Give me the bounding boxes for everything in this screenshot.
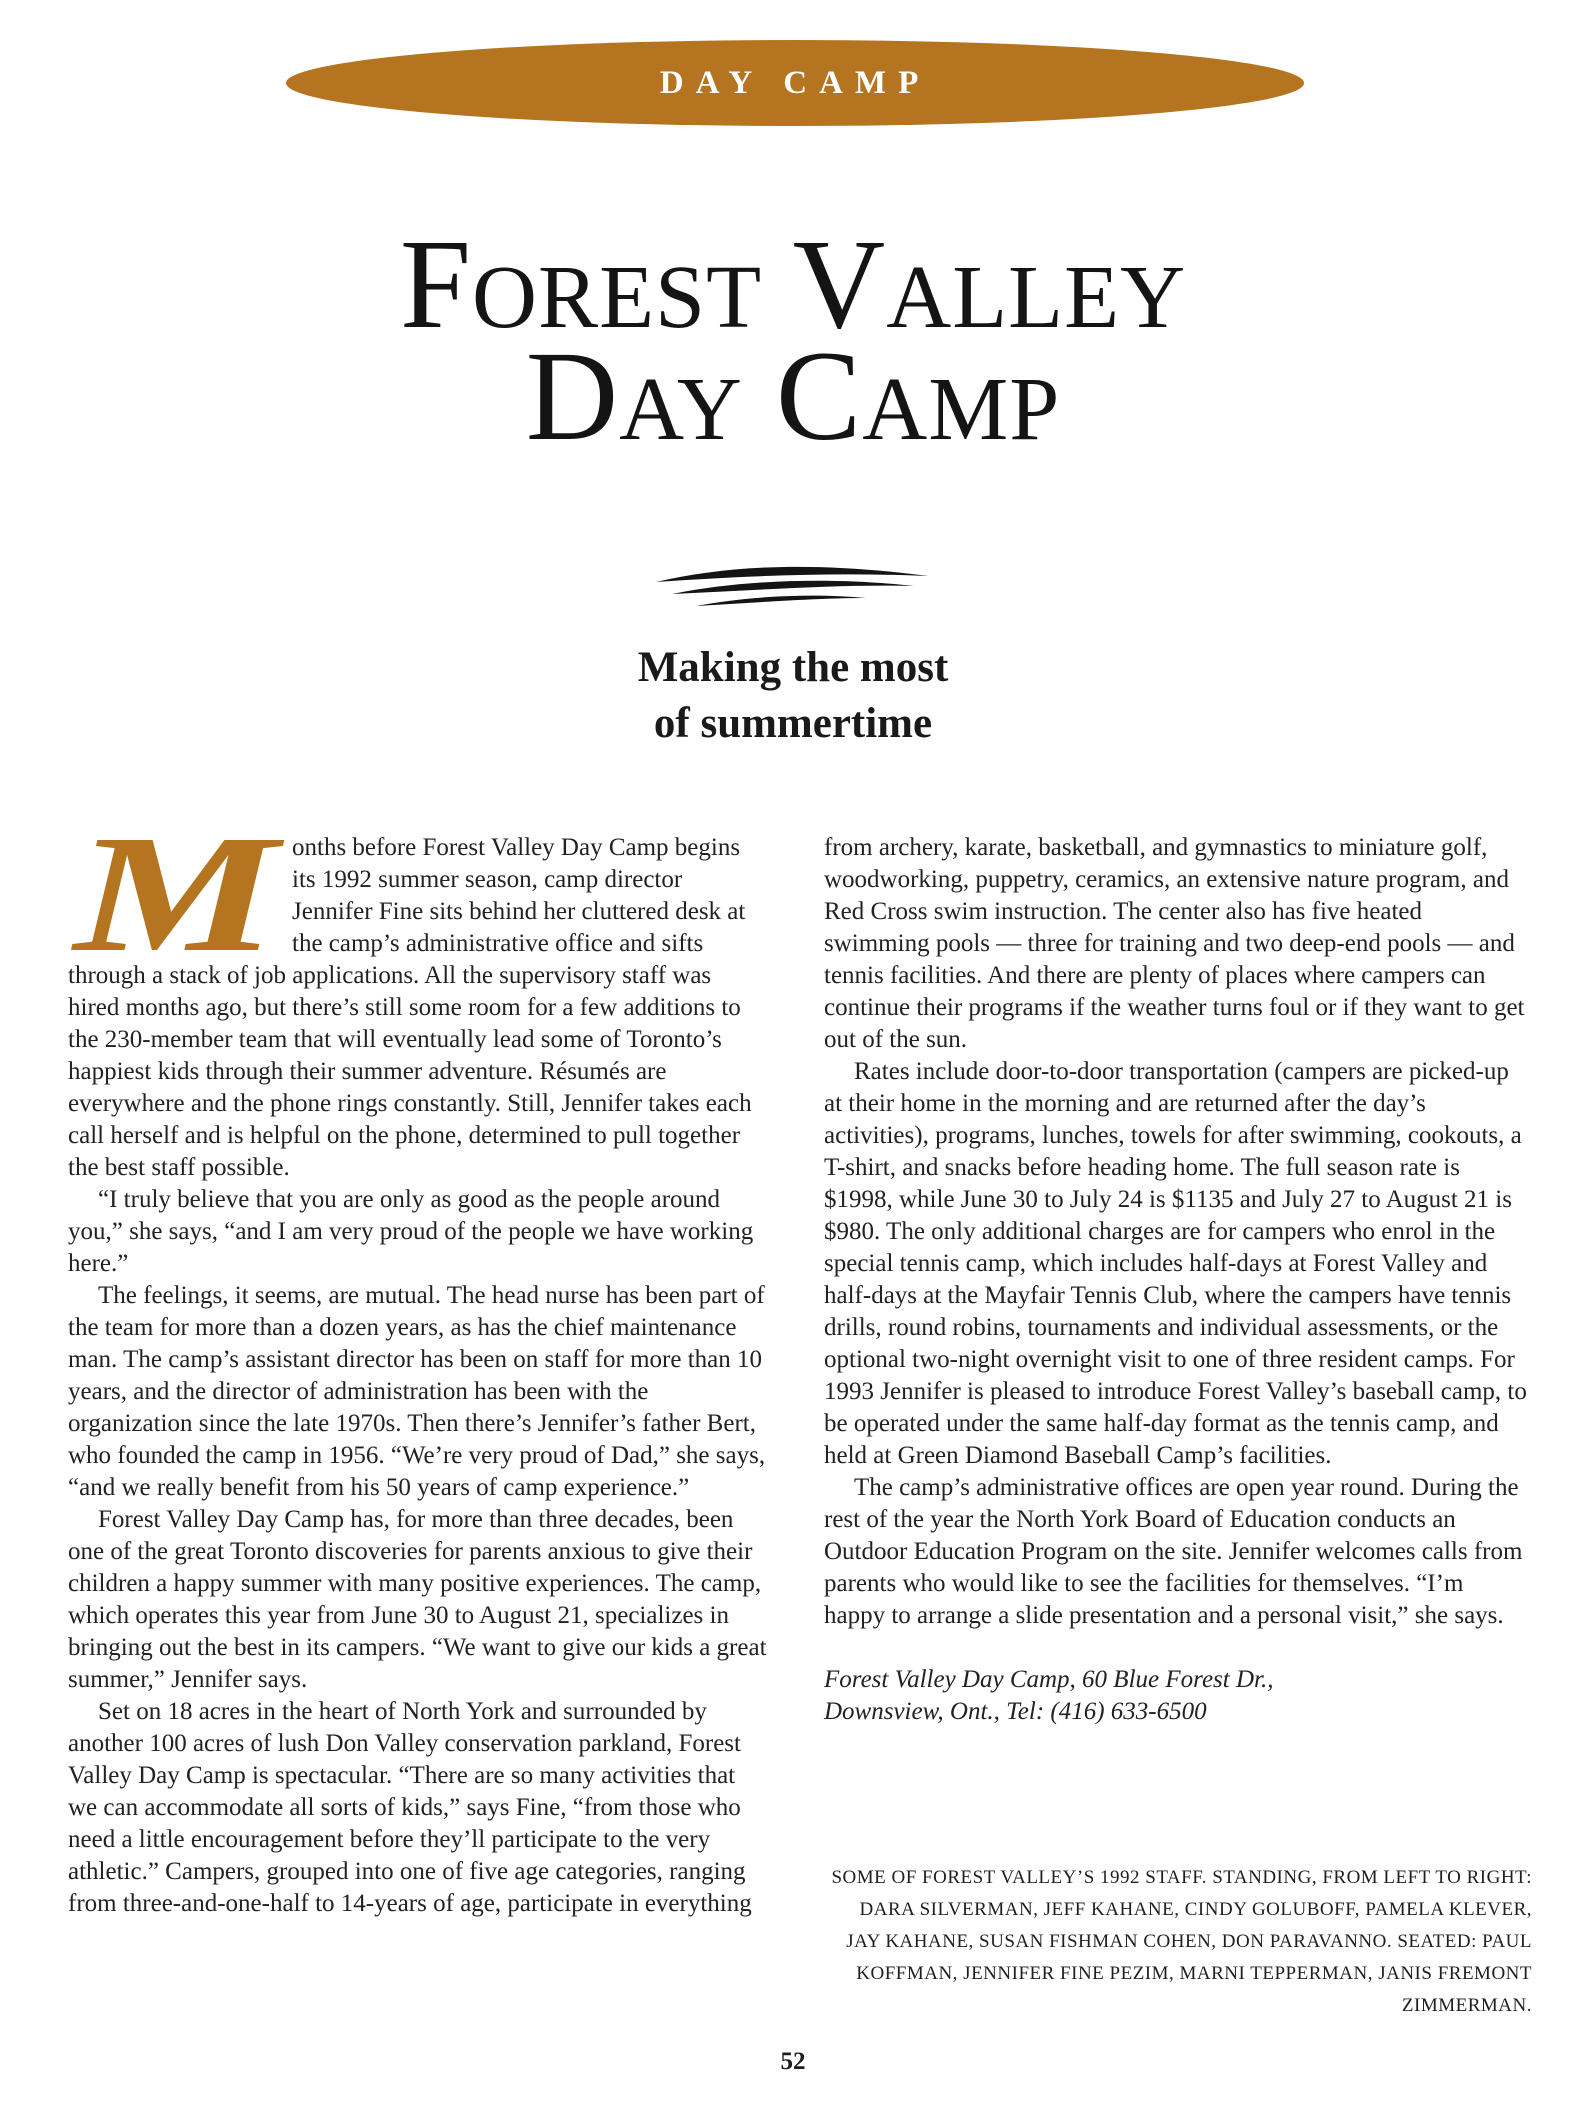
right-column xyxy=(824,832,1530,1728)
page-number: 52 xyxy=(780,2048,806,2075)
subtitle-line-1: Making the most xyxy=(637,644,949,691)
address-line-1: Forest Valley Day Camp, 60 Blue Forest Dr., xyxy=(824,1666,1274,1693)
photo-caption: SOME OF FOREST VALLEY’S 1992 STAFF. STANDING, FROM LEFT TO RIGHT: DARA SILVERMAN, JEFF KAHANE, CINDY GOLUBOFF, PAMELA KLEVER, JAY KAHANE, SUSAN FISHMAN COHEN, DON PARAVANNO. SEATED: PAUL KOFFMAN, JENNIFER FINE PEZIM, MARNI TEPPERMAN, JANIS FREMONT ZIMMERMAN. xyxy=(831,1867,1532,2016)
address-line-2: Downsview, Ont., Tel: (416) 633-6500 xyxy=(824,1698,1207,1725)
section-label: DAY CAMP xyxy=(659,64,931,101)
camp-address xyxy=(824,1664,1530,1728)
subtitle-line-2: of summertime xyxy=(653,700,933,747)
title-line-1: Forest Valley xyxy=(399,213,1187,355)
paragraph-1: onths before Forest Valley Day Camp begins its 1992 summer season, camp director Jennifer Fine sits behind her cluttered desk at the camp’s administrative office and sifts through a stack of job applications. All the supervisory staff was hired months ago, but there’s still some room for a few additions to the 230-member team that will eventually lead some of Toronto’s happiest kids through their summer adventure. Résumés are everywhere and the phone rings constantly. Still, Jennifer takes each call herself and is helpful on the phone, determined to pull together the best staff possible. xyxy=(68,834,752,1181)
paragraph-2: “I truly believe that you are only as good as the people around you,” she says, “and I am very proud of the people we have working here.” xyxy=(68,1186,754,1277)
swash-ornament-icon xyxy=(652,560,932,616)
paragraph-6: from archery, karate, basketball, and gymnastics to miniature golf, woodworking, puppetry, ceramics, an extensive nature program, and Red Cross swim instruction. The center also has five heated swimming pools — three for training and two deep-end pools — and tennis facilities. And there are plenty of places where campers can continue their programs if the weather turns foul or if they want to get out of the sun. xyxy=(824,834,1525,1053)
title-line-2: Day Camp xyxy=(525,325,1061,467)
section-banner xyxy=(286,40,1304,126)
dropcap-m xyxy=(68,832,286,958)
paragraph-4: Forest Valley Day Camp has, for more than three decades, been one of the great Toronto discoveries for parents anxious to give their children a happy summer with many positive experiences. The camp, which operates this year from June 30 to August 21, specializes in bringing out the best in its campers. “We want to give our kids a great summer,” Jennifer says. xyxy=(68,1506,767,1693)
paragraph-3: The feelings, it seems, are mutual. The head nurse has been part of the team for more than a dozen years, as has the chief maintenance man. The camp’s assistant director has been on staff for more than 10 years, and the director of administration has been with the organization since the late 1970s. Then there’s Jennifer’s father Bert, who founded the camp in 1956. “We’re very proud of Dad,” she says, “and we really benefit from his 50 years of camp experience.” xyxy=(68,1282,766,1501)
paragraph-8: The camp’s administrative offices are open year round. During the rest of the year the North York Board of Education conducts an Outdoor Education Program on the site. Jennifer welcomes calls from parents who would like to see the facilities for themselves. “I’m happy to arrange a slide presentation and a personal visit,” she says. xyxy=(824,1474,1523,1629)
svg-text:M: M xyxy=(69,832,286,958)
paragraph-5: Set on 18 acres in the heart of North York and surrounded by another 100 acres of lush Don Valley conservation parkland, Forest Valley Day Camp is spectacular. “There are so many activities that we can accommodate all sorts of kids,” says Fine, “from those who need a little encouragement before they’ll participate to the very athletic.” Campers, grouped into one of five age categories, ranging from three-and-one-half to 14-years of age, participate in everything xyxy=(68,1698,752,1917)
article-title xyxy=(0,213,1586,467)
paragraph-7: Rates include door-to-door transportation (campers are picked-up at their home in the morning and are returned after the day’s activities), programs, lunches, towels for after swimming, cookouts, a T-shirt, and snacks before heading home. The full season rate is $1998, while June 30 to July 24 is $1135 and July 27 to August 21 is $980. The only additional charges are for campers who enrol in the special tennis camp, which includes half-days at Forest Valley and half-days at the Mayfair Tennis Club, where the campers have tennis drills, round robins, tournaments and individual assessments, or the optional two-night overnight visit to one of three resident camps. For 1993 Jennifer is pleased to introduce Forest Valley’s baseball camp, to be operated under the same half-day format as the tennis camp, and held at Green Diamond Baseball Camp’s facilities. xyxy=(824,1058,1527,1469)
article-subtitle xyxy=(0,640,1586,752)
left-column xyxy=(68,832,768,1920)
